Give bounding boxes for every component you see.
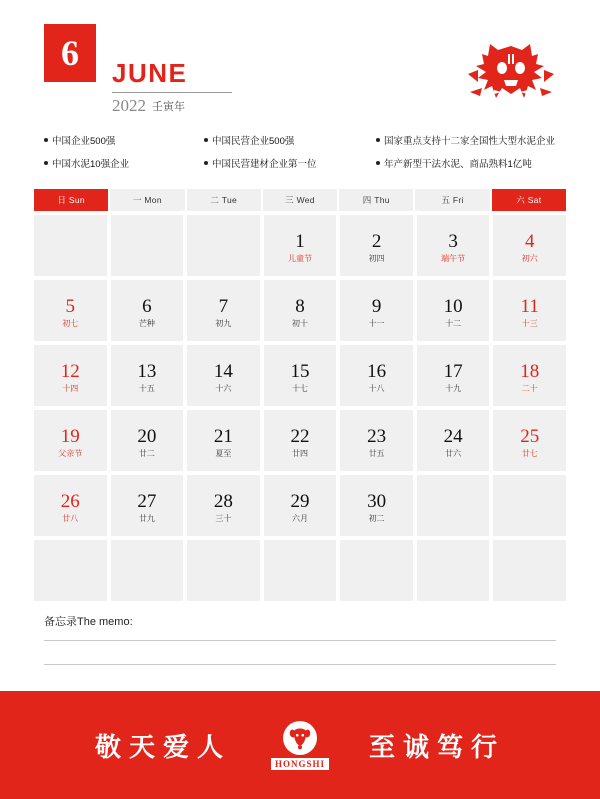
list-item [44, 156, 204, 170]
honor-label: 年产新型干法水泥、商品熟料1亿吨 [384, 159, 532, 170]
day-lunar-label: 十四 [62, 383, 79, 393]
calendar-cell-empty [187, 215, 260, 276]
weekday-header-sat: 六 Sat [492, 189, 566, 211]
day-number: 14 [213, 360, 233, 382]
memo-line[interactable] [44, 641, 556, 665]
day-number: 17 [443, 360, 463, 382]
day-number: 9 [371, 295, 382, 317]
weekday-header-fri: 五 Fri [415, 189, 489, 211]
weekday-header-mon: 一 Mon [110, 189, 184, 211]
honor-label: 国家重点支持十二家全国性大型水泥企业 [384, 136, 556, 147]
brand-name: HONGSHI [271, 758, 329, 770]
day-lunar-label: 廿四 [291, 448, 308, 458]
bull-head-icon [283, 721, 317, 755]
day-number: 24 [443, 425, 463, 447]
honor-label: 中国企业500强 [52, 136, 116, 147]
day-lunar-label: 端午节 [441, 253, 466, 263]
day-number: 10 [443, 295, 463, 317]
weekday-header-thu: 四 Thu [339, 189, 413, 211]
weekday-header-sun: 日 Sun [34, 189, 108, 211]
memo-label: 备忘录The memo: [44, 613, 139, 629]
calendar-day-cell[interactable] [417, 280, 490, 341]
day-number: 23 [367, 425, 387, 447]
tiger-papercut-icon [468, 44, 554, 108]
year-row [112, 92, 232, 116]
day-lunar-label: 儿童节 [287, 253, 312, 263]
calendar-day-cell[interactable] [417, 215, 490, 276]
list-item [376, 156, 556, 170]
day-number: 22 [290, 425, 310, 447]
day-number: 8 [295, 295, 305, 317]
day-lunar-label: 十五 [138, 383, 155, 393]
bullet-icon [204, 138, 208, 142]
calendar-cell-empty [493, 540, 566, 601]
day-lunar-label: 初四 [368, 253, 385, 263]
honor-label: 中国民营企业500强 [212, 136, 295, 147]
day-lunar-label: 二十 [521, 383, 538, 393]
day-lunar-label: 十九 [445, 383, 462, 393]
day-number: 1 [295, 230, 305, 252]
day-lunar-label: 十三 [521, 318, 538, 328]
day-lunar-label: 初六 [521, 253, 538, 263]
day-number: 29 [290, 490, 310, 512]
year-chinese-label: 壬寅年 [152, 101, 185, 113]
calendar-day-cell[interactable] [340, 345, 413, 406]
month-name: JUNE [112, 58, 188, 88]
day-number: 6 [142, 295, 152, 317]
day-lunar-label: 六月 [291, 513, 308, 523]
day-number: 19 [60, 425, 80, 447]
day-number: 26 [60, 490, 80, 512]
calendar-cell-empty [264, 540, 337, 601]
day-lunar-label: 夏至 [215, 448, 232, 458]
calendar-day-grid [34, 215, 566, 601]
calendar-day-cell[interactable] [340, 280, 413, 341]
day-lunar-label: 父亲节 [58, 448, 83, 458]
calendar-day-cell[interactable] [264, 215, 337, 276]
calendar-weekday-header [34, 189, 566, 211]
weekday-header-tue: 二 Tue [187, 189, 261, 211]
day-number: 20 [137, 425, 157, 447]
calendar-day-cell[interactable] [340, 475, 413, 536]
day-lunar-label: 廿二 [138, 448, 155, 458]
calendar-day-cell[interactable] [187, 475, 260, 536]
month-number: 6 [44, 24, 96, 82]
calendar-day-cell[interactable] [493, 215, 566, 276]
page-header [0, 0, 600, 128]
day-lunar-label: 廿八 [62, 513, 79, 523]
day-lunar-label: 廿六 [445, 448, 462, 458]
day-lunar-label: 十八 [368, 383, 385, 393]
calendar-day-cell[interactable] [187, 345, 260, 406]
day-lunar-label: 十七 [291, 383, 308, 393]
day-number: 4 [524, 230, 535, 252]
day-number: 13 [137, 360, 157, 382]
day-number: 28 [213, 490, 233, 512]
day-number: 30 [367, 490, 387, 512]
slogan-left: 敬天爱人 [94, 731, 231, 762]
list-item [204, 133, 376, 147]
calendar-day-cell[interactable] [34, 345, 107, 406]
honor-label: 中国民营建材企业第一位 [212, 159, 317, 170]
day-lunar-label: 初九 [215, 318, 232, 328]
calendar-cell-empty [111, 540, 184, 601]
day-number: 18 [520, 360, 540, 382]
calendar-day-cell[interactable] [264, 475, 337, 536]
day-number: 16 [367, 360, 387, 382]
list-item [376, 133, 556, 147]
calendar-day-cell[interactable] [493, 280, 566, 341]
day-number: 3 [448, 230, 458, 252]
day-lunar-label: 廿五 [368, 448, 385, 458]
calendar-day-cell[interactable] [111, 280, 184, 341]
day-lunar-label: 初七 [62, 318, 79, 328]
calendar-day-cell[interactable] [417, 345, 490, 406]
calendar-day-cell[interactable] [187, 410, 260, 471]
page-footer [0, 691, 600, 799]
calendar-day-cell[interactable] [111, 345, 184, 406]
calendar-day-cell[interactable] [34, 410, 107, 471]
memo-section [44, 612, 556, 665]
calendar-cell-empty [187, 540, 260, 601]
day-number: 5 [65, 295, 76, 317]
day-number: 15 [290, 360, 310, 382]
day-number: 11 [520, 295, 539, 317]
calendar-cell-empty [111, 215, 184, 276]
bullet-icon [204, 161, 208, 165]
calendar-day-cell[interactable] [111, 410, 184, 471]
day-number: 2 [371, 230, 382, 252]
calendar-day-cell[interactable] [264, 280, 337, 341]
calendar-day-cell[interactable] [340, 410, 413, 471]
bullet-icon [376, 161, 380, 165]
year-number: 2022 [112, 96, 146, 115]
bullet-icon [44, 138, 48, 142]
calendar-day-cell[interactable] [264, 410, 337, 471]
day-number: 21 [213, 425, 233, 447]
slogan-right: 至诚笃行 [369, 731, 506, 762]
calendar-cell-empty [493, 475, 566, 536]
weekday-header-wed: 三 Wed [263, 189, 337, 211]
honor-label: 中国水泥10强企业 [52, 159, 130, 170]
day-lunar-label: 初二 [368, 513, 385, 523]
calendar-day-cell[interactable] [111, 475, 184, 536]
calendar-day-cell[interactable] [493, 345, 566, 406]
calendar-day-cell[interactable] [493, 410, 566, 471]
calendar-cell-empty [34, 540, 107, 601]
calendar [34, 189, 566, 601]
calendar-cell-empty [340, 540, 413, 601]
list-item [44, 133, 204, 147]
calendar-day-cell[interactable] [34, 280, 107, 341]
day-lunar-label: 芒种 [138, 318, 155, 328]
day-lunar-label: 廿九 [138, 513, 155, 523]
day-number: 27 [137, 490, 157, 512]
bullet-icon [44, 161, 48, 165]
list-item [204, 156, 376, 170]
bullet-icon [376, 138, 380, 142]
calendar-day-cell[interactable] [340, 215, 413, 276]
calendar-cell-empty [34, 215, 107, 276]
day-lunar-label: 初十 [291, 318, 308, 328]
calendar-day-cell[interactable] [264, 345, 337, 406]
calendar-cell-empty [417, 475, 490, 536]
brand-logo [271, 721, 329, 770]
day-lunar-label: 十二 [445, 318, 462, 328]
day-number: 25 [520, 425, 540, 447]
day-lunar-label: 廿七 [521, 448, 538, 458]
day-lunar-label: 三十 [215, 513, 232, 523]
day-lunar-label: 十六 [215, 383, 232, 393]
calendar-day-cell[interactable] [34, 475, 107, 536]
day-lunar-label: 十一 [368, 318, 385, 328]
calendar-day-cell[interactable] [187, 280, 260, 341]
calendar-cell-empty [417, 540, 490, 601]
honors-list [44, 133, 556, 170]
day-number: 12 [60, 360, 80, 382]
day-number: 7 [218, 295, 229, 317]
calendar-day-cell[interactable] [417, 410, 490, 471]
